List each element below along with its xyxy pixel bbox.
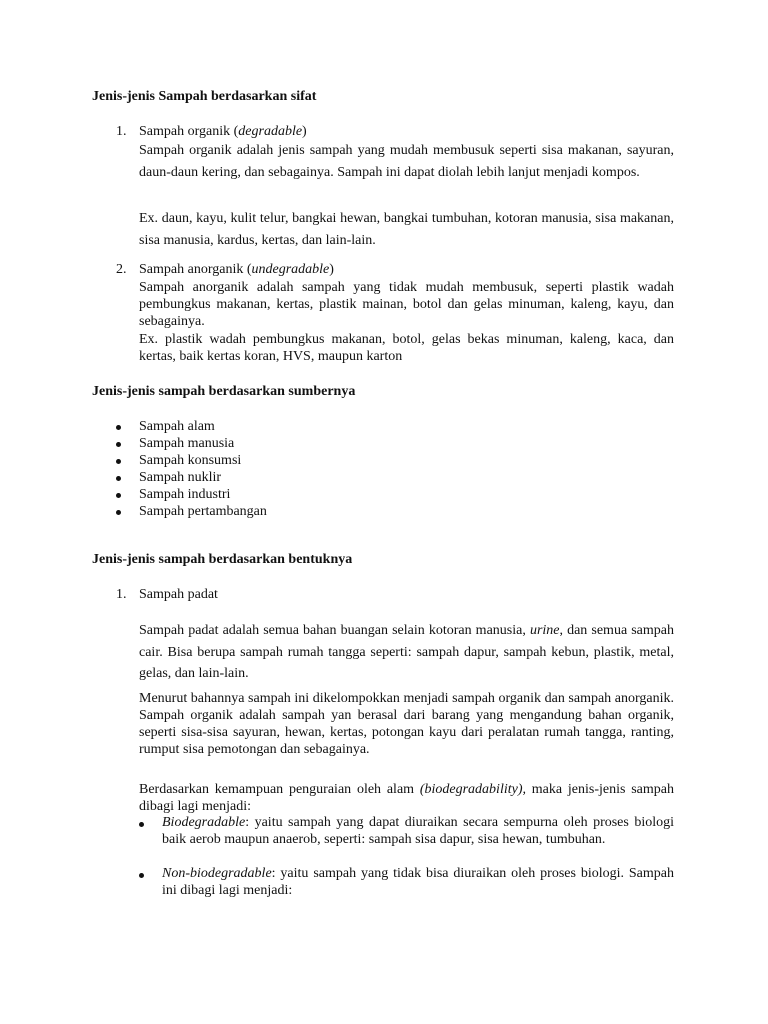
heading-bentuk: Jenis-jenis sampah berdasarkan bentuknya xyxy=(92,552,353,567)
heading-sifat: Jenis-jenis Sampah berdasarkan sifat xyxy=(92,89,317,104)
list-item: Sampah nuklir xyxy=(139,470,222,485)
anorganik-example: Ex. plastik wadah pembungkus makanan, botol, gelas bekas minuman, kaleng, kaca, dan kertas, baik kertas koran, HVS, maupun karton xyxy=(139,332,674,364)
bullet-icon xyxy=(116,493,121,498)
bullet-icon xyxy=(116,459,121,464)
organik-description: Sampah organik adalah jenis sampah yang mudah membusuk seperti sisa makanan, sayuran, daun-daun kering, dan sebagainya. Sampah ini dapat diolah lebih lanjut menjadi kompos. xyxy=(139,143,674,180)
padat-paragraph-3: Berdasarkan kemampuan penguraian oleh alam (biodegradability), maka jenis-jenis sampah dibagi lagi menjadi: xyxy=(139,782,674,814)
list-number: 2. xyxy=(116,262,127,277)
list-number: 1. xyxy=(116,124,127,139)
list-item: Sampah konsumsi xyxy=(139,453,242,468)
list-number: 1. xyxy=(116,587,127,602)
biodegradable-item: Biodegradable: yaitu sampah yang dapat diuraikan secara sempurna oleh proses biologi baik aerob maupun anaerob, seperti: sampah sisa dapur, sisa hewan, tumbuhan. xyxy=(162,815,674,847)
list-item: Sampah industri xyxy=(139,487,231,502)
bullet-icon xyxy=(116,425,121,430)
padat-paragraph-1: Sampah padat adalah semua bahan buangan selain kotoran manusia, urine, dan semua sampah cair. Bisa berupa sampah rumah tangga seperti: sampah dapur, sampah kebun, plastik, metal, gelas, dan lain-lain. xyxy=(139,623,675,681)
bullet-icon xyxy=(116,442,121,447)
list-item: Sampah alam xyxy=(139,419,215,434)
list-item: Sampah manusia xyxy=(139,436,235,451)
padat-paragraph-2: Menurut bahannya sampah ini dikelompokkan menjadi sampah organik dan sampah anorganik. Sampah organik adalah sampah yan berasal dari barang yang mengandung bahan organik, seperti sisa-sisa sayuran, hewan, kertas, potongan kayu dari peralatan rumah tangga, ranting, rumput sisa pemotongan dan sebagainya. xyxy=(139,691,674,757)
bullet-icon xyxy=(139,873,144,878)
bullet-icon xyxy=(116,476,121,481)
anorganik-description: Sampah anorganik adalah sampah yang tidak mudah membusuk, seperti plastik wadah pembungkus makanan, kertas, plastik mainan, botol dan gelas minuman, kaleng, kayu, dan sebagainya. xyxy=(139,280,674,329)
bullet-icon xyxy=(116,510,121,515)
item-title-anorganik: Sampah anorganik (undegradable) xyxy=(139,262,334,277)
bullet-icon xyxy=(139,822,144,827)
item-title-padat: Sampah padat xyxy=(139,587,218,602)
organik-example: Ex. daun, kayu, kulit telur, bangkai hewan, bangkai tumbuhan, kotoran manusia, sisa makanan, sisa manusia, kardus, kertas, dan lain-lain. xyxy=(139,211,674,248)
heading-sumber: Jenis-jenis sampah berdasarkan sumbernya xyxy=(92,384,356,399)
non-biodegradable-item: Non-biodegradable: yaitu sampah yang tidak bisa diuraikan oleh proses biologi. Sampah ini dibagi lagi menjadi: xyxy=(162,866,674,898)
item-title-organik: Sampah organik (degradable) xyxy=(139,124,307,139)
list-item: Sampah pertambangan xyxy=(139,504,267,519)
